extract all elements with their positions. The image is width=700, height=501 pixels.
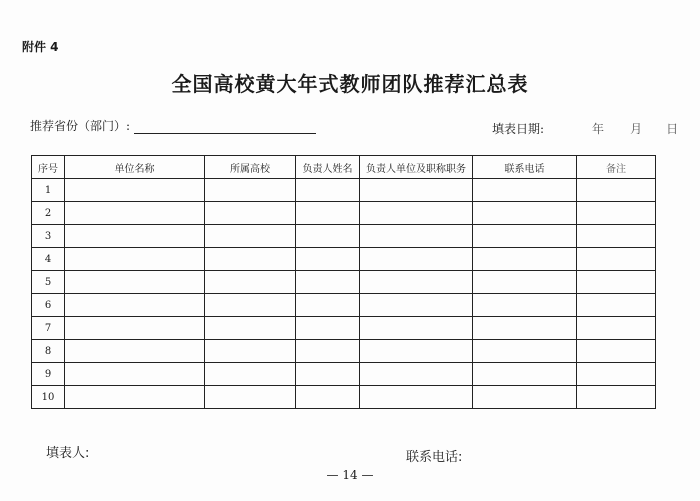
cell-leader-unit-title[interactable]: [360, 294, 473, 317]
cell-unit-name[interactable]: [65, 317, 205, 340]
row-index: 7: [32, 317, 65, 340]
cell-phone[interactable]: [473, 294, 577, 317]
cell-leader-name[interactable]: [296, 179, 360, 202]
date-month-label: 月: [630, 122, 643, 136]
cell-remarks[interactable]: [577, 363, 656, 386]
header-leader-unit-title: 负责人单位及职称职务: [360, 156, 473, 179]
cell-phone[interactable]: [473, 271, 577, 294]
cell-leader-unit-title[interactable]: [360, 225, 473, 248]
header-unit-name: 单位名称: [65, 156, 205, 179]
cell-university[interactable]: [205, 363, 296, 386]
cell-phone[interactable]: [473, 340, 577, 363]
date-year-label: 年: [592, 122, 605, 136]
date-field: [492, 120, 678, 137]
header-index: 序号: [32, 156, 65, 179]
cell-university[interactable]: [205, 225, 296, 248]
row-index: 10: [32, 386, 65, 409]
table-row: [32, 271, 656, 294]
cell-phone[interactable]: [473, 386, 577, 409]
summary-table: [31, 155, 656, 409]
cell-leader-unit-title[interactable]: [360, 363, 473, 386]
cell-leader-unit-title[interactable]: [360, 386, 473, 409]
cell-leader-unit-title[interactable]: [360, 317, 473, 340]
cell-leader-name[interactable]: [296, 248, 360, 271]
row-index: 1: [32, 179, 65, 202]
cell-leader-unit-title[interactable]: [360, 248, 473, 271]
cell-unit-name[interactable]: [65, 386, 205, 409]
cell-remarks[interactable]: [577, 179, 656, 202]
header-university: 所属高校: [205, 156, 296, 179]
province-field: [30, 117, 316, 134]
table-row: [32, 317, 656, 340]
header-phone: 联系电话: [473, 156, 577, 179]
cell-university[interactable]: [205, 271, 296, 294]
province-label: 推荐省份（部门）:: [30, 119, 131, 133]
cell-leader-unit-title[interactable]: [360, 340, 473, 363]
cell-unit-name[interactable]: [65, 179, 205, 202]
cell-phone[interactable]: [473, 179, 577, 202]
table-header-row: [32, 156, 656, 179]
cell-remarks[interactable]: [577, 225, 656, 248]
cell-unit-name[interactable]: [65, 294, 205, 317]
cell-university[interactable]: [205, 248, 296, 271]
cell-leader-unit-title[interactable]: [360, 271, 473, 294]
cell-university[interactable]: [205, 179, 296, 202]
cell-unit-name[interactable]: [65, 225, 205, 248]
table-row: [32, 294, 656, 317]
contact-label: 联系电话:: [406, 450, 463, 465]
row-index: 2: [32, 202, 65, 225]
header-remarks: 备注: [577, 156, 656, 179]
cell-remarks[interactable]: [577, 202, 656, 225]
cell-university[interactable]: [205, 386, 296, 409]
cell-leader-name[interactable]: [296, 386, 360, 409]
cell-university[interactable]: [205, 202, 296, 225]
cell-phone[interactable]: [473, 248, 577, 271]
cell-leader-name[interactable]: [296, 363, 360, 386]
cell-leader-unit-title[interactable]: [360, 202, 473, 225]
cell-leader-name[interactable]: [296, 317, 360, 340]
attachment-label: 附件 4: [22, 40, 59, 54]
cell-unit-name[interactable]: [65, 340, 205, 363]
row-index: 4: [32, 248, 65, 271]
cell-university[interactable]: [205, 294, 296, 317]
cell-leader-name[interactable]: [296, 225, 360, 248]
table-row: [32, 248, 656, 271]
page-number: — 14 —: [326, 468, 374, 482]
cell-university[interactable]: [205, 317, 296, 340]
cell-phone[interactable]: [473, 202, 577, 225]
table-row: [32, 179, 656, 202]
cell-phone[interactable]: [473, 317, 577, 340]
table-row: [32, 363, 656, 386]
cell-leader-name[interactable]: [296, 202, 360, 225]
cell-leader-name[interactable]: [296, 294, 360, 317]
cell-leader-name[interactable]: [296, 340, 360, 363]
cell-unit-name[interactable]: [65, 271, 205, 294]
row-index: 6: [32, 294, 65, 317]
cell-remarks[interactable]: [577, 294, 656, 317]
date-label: 填表日期:: [492, 122, 545, 136]
table-row: [32, 225, 656, 248]
row-index: 3: [32, 225, 65, 248]
date-day-label: 日: [666, 122, 679, 136]
cell-remarks[interactable]: [577, 386, 656, 409]
table-row: [32, 340, 656, 363]
cell-university[interactable]: [205, 340, 296, 363]
cell-remarks[interactable]: [577, 317, 656, 340]
cell-remarks[interactable]: [577, 248, 656, 271]
table-row: [32, 386, 656, 409]
header-leader-name: 负责人姓名: [296, 156, 360, 179]
cell-phone[interactable]: [473, 225, 577, 248]
cell-remarks[interactable]: [577, 271, 656, 294]
table-row: [32, 202, 656, 225]
row-index: 8: [32, 340, 65, 363]
cell-leader-name[interactable]: [296, 271, 360, 294]
province-blank-line[interactable]: [134, 121, 316, 134]
cell-unit-name[interactable]: [65, 248, 205, 271]
cell-phone[interactable]: [473, 363, 577, 386]
cell-remarks[interactable]: [577, 340, 656, 363]
filler-label: 填表人:: [46, 446, 90, 461]
cell-unit-name[interactable]: [65, 363, 205, 386]
cell-leader-unit-title[interactable]: [360, 179, 473, 202]
document-title: 全国高校黄大年式教师团队推荐汇总表: [171, 72, 529, 96]
cell-unit-name[interactable]: [65, 202, 205, 225]
row-index: 9: [32, 363, 65, 386]
row-index: 5: [32, 271, 65, 294]
